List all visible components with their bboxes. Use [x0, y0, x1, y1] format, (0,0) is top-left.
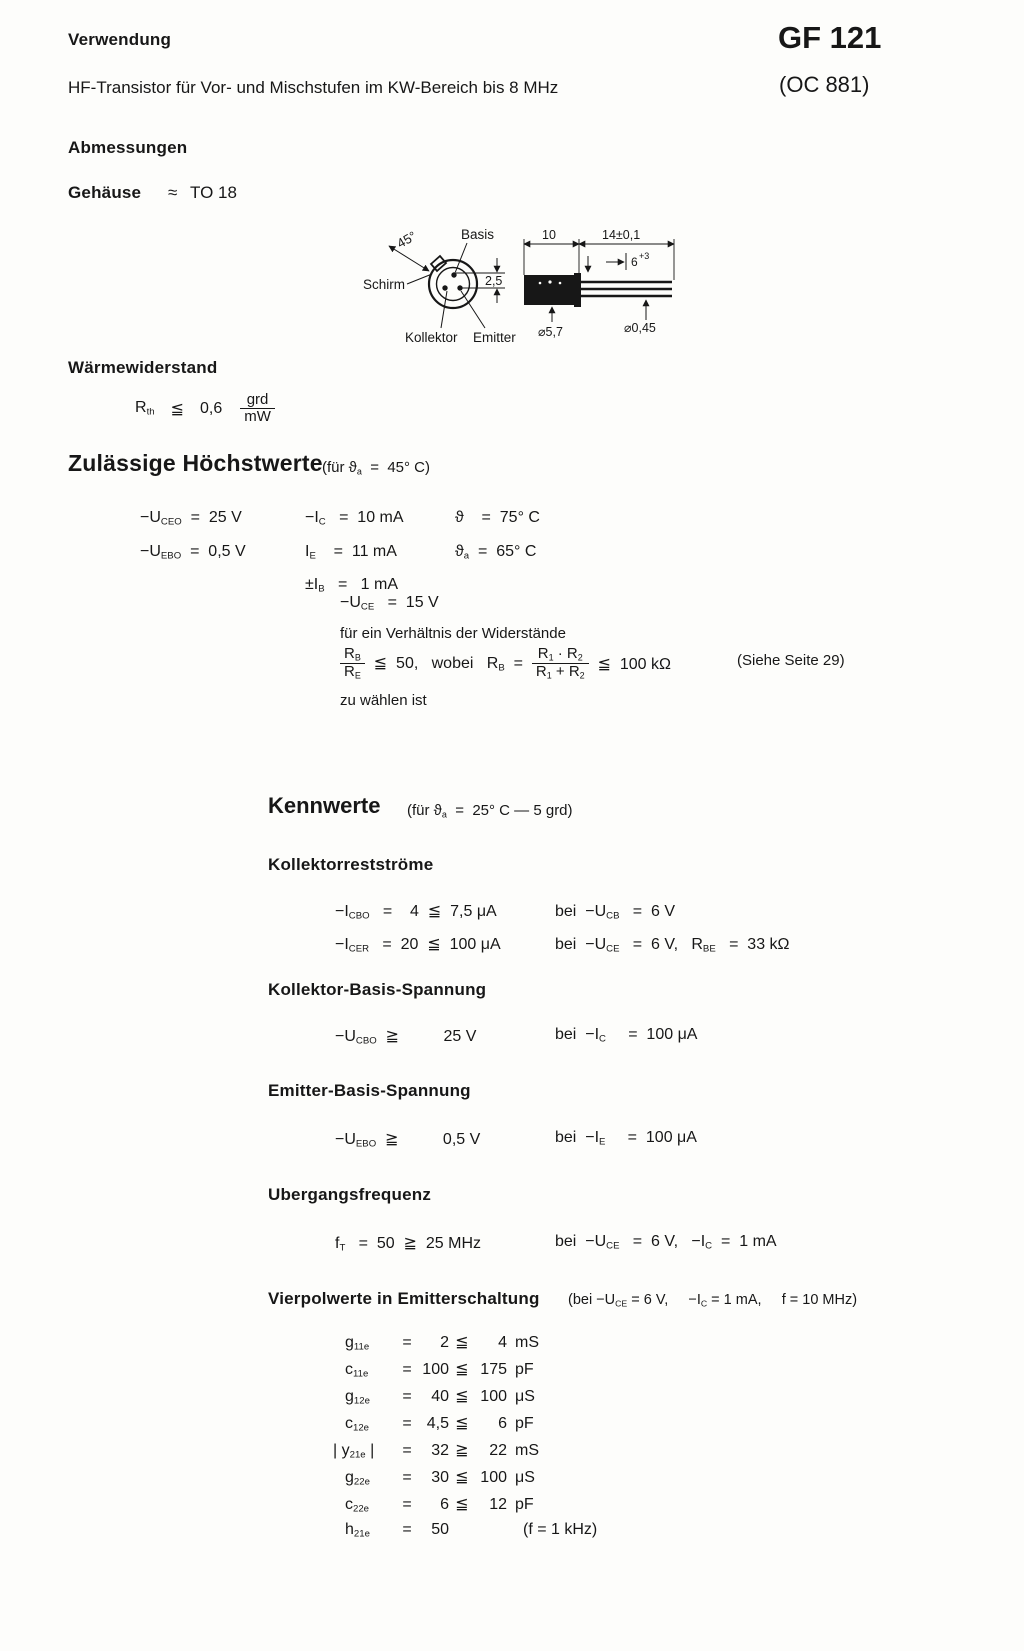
param-value1: 100: [422, 1361, 449, 1378]
approx-symbol: ≈: [167, 183, 178, 202]
angle-dim-line: [389, 246, 429, 271]
heading-vierpolwerte: Vierpolwerte in Emitterschaltung: [268, 1289, 540, 1308]
r1r2-numerator: $R_1 \cdot R_2$: [537, 645, 583, 663]
part-number: GF 121: [778, 20, 882, 55]
section-heading-waermewiderstand: Wärmewiderstand: [68, 358, 218, 377]
rating-ie: $I_E$ = 11 mA: [305, 542, 397, 562]
basis-label: Basis: [461, 227, 495, 242]
emitter-label: Emitter: [473, 330, 516, 345]
param-value2: 4: [498, 1334, 507, 1351]
param-value2: 6: [498, 1415, 507, 1432]
angle-dim-label: 45°: [394, 228, 419, 251]
schirm-label: Schirm: [363, 277, 406, 292]
param-equals: =: [402, 1415, 412, 1432]
param-unit: pF: [515, 1361, 534, 1378]
section-heading-abmessungen: Abmessungen: [68, 138, 188, 157]
param-value1: 30: [431, 1469, 449, 1486]
case-inner-outline: [437, 268, 470, 301]
pitch-label: 2,5: [485, 274, 503, 288]
uebo-condition: bei $-I_E$ = 100 μA: [555, 1129, 697, 1148]
section-heading-kennwerte: Kennwerte: [268, 793, 381, 818]
table-row-h21e: [345, 1521, 598, 1548]
body-len-label: 10: [542, 228, 556, 242]
icbo-row: [335, 898, 790, 931]
offset-label: 6: [631, 255, 638, 269]
param-symbol: $h_{21e}$: [345, 1521, 370, 1540]
param-relation: ≦: [455, 1496, 469, 1513]
icer-condition: bei $-U_{CE} = 6$ V, $R_{BE} = 33$ kΩ: [555, 935, 790, 955]
param-relation: ≦: [455, 1415, 469, 1432]
ft-value: $f_T = 50$ ≧ 25 MHz: [335, 1235, 482, 1254]
table-row-c22e: [345, 1494, 539, 1521]
heading-kollektor-basis-spannung: Kollektor-Basis-Spannung: [268, 980, 487, 999]
lead-dia-label: ⌀0,45: [624, 321, 656, 335]
param-symbol: $c_{11e}$: [345, 1361, 369, 1380]
table-row-y21e: [333, 1440, 539, 1467]
param-value2: 12: [489, 1496, 507, 1513]
rb-symbol: $R_B$: [344, 645, 361, 663]
param-relation: ≦: [455, 1334, 469, 1351]
param-value2: 175: [480, 1361, 507, 1378]
thermal-relation: ≦: [170, 400, 184, 418]
param-equals: =: [402, 1388, 412, 1405]
param-value1: 32: [431, 1442, 449, 1459]
leakage-current-rows: [335, 898, 790, 963]
ucbo-row: [335, 1026, 697, 1047]
rating-tj: ϑ = 75° C: [455, 509, 540, 526]
table-row-g12e: [345, 1386, 539, 1413]
table-row-g22e: [345, 1467, 539, 1494]
icer-row: [335, 931, 790, 964]
uce-limit-line: $-U_{CE} = 15$ V: [340, 594, 439, 613]
case-marking-dot3: [559, 282, 562, 285]
ft-row: [335, 1233, 777, 1254]
heading-emitter-basis-spannung: Emitter-Basis-Spannung: [268, 1081, 471, 1100]
table-row-g11e: [345, 1332, 539, 1359]
heading-kollektorrestströme: Kollektorrestströme: [268, 855, 434, 874]
param-symbol: $g_{11e}$: [345, 1334, 370, 1353]
vierpol-condition: ($bei -U_{CE} = 6$ V, $-I_C = 1$ mA, f = 10 MHz): [568, 1292, 858, 1309]
param-relation: ≦: [455, 1361, 469, 1378]
param-symbol: $c_{22e}$: [345, 1496, 370, 1515]
param-symbol: | $y_{21e}$ |: [333, 1442, 375, 1461]
param-unit: mS: [515, 1442, 539, 1459]
part-description: HF-Transistor für Vor- und Mischstufen im KW-Bereich bis 8 MHz: [68, 78, 559, 97]
param-value1: 2: [440, 1334, 449, 1351]
icbo-condition: bei $-U_{CB} = 6$ V: [555, 903, 676, 922]
rating-ic: $-I_C = 10$ mA: [305, 509, 404, 528]
section-heading-hoechstwerte: Zulässige Höchstwerte: [68, 450, 323, 476]
thermal-resistance-formula: [135, 392, 275, 425]
param-unit: μS: [515, 1388, 535, 1405]
case-marking-dot2: [548, 280, 551, 283]
param-unit: μS: [515, 1469, 535, 1486]
basis-leader: [455, 243, 467, 273]
param-value2: 22: [489, 1442, 507, 1459]
param-unit: pF: [515, 1496, 534, 1513]
pin-emitter: [457, 285, 462, 290]
ratio-outro-line: zu wählen ist: [340, 692, 427, 709]
thermal-value: 0,6: [199, 399, 223, 417]
param-value1: 50: [431, 1521, 449, 1538]
param-relation: ≧: [455, 1442, 469, 1459]
param-value1: 6: [440, 1496, 449, 1513]
see-page-note: (Siehe Seite 29): [737, 652, 845, 669]
icer-value: $-I_{CER} = 20$ ≦ 100 μA: [335, 935, 501, 955]
param-value2: 100: [480, 1469, 507, 1486]
case-value: TO 18: [190, 183, 237, 202]
ft-condition: bei $-U_{CE} = 6$ V, $-I_C = 1$ mA: [555, 1233, 777, 1252]
param-relation: ≦: [455, 1388, 469, 1405]
four-pole-parameter-table: [333, 1332, 598, 1548]
uebo-value: $-U_{EBO}$ ≧ 0,5 V: [335, 1131, 481, 1150]
pinout-drawing: [363, 222, 525, 346]
ratio-mid-expression: ≦ 50, wobei $R_B$ =: [364, 655, 532, 675]
thermal-unit-denominator: mW: [240, 408, 275, 425]
case-marking-dot1: [539, 282, 542, 285]
param-equals: =: [402, 1469, 412, 1486]
body-dia-label: ⌀5,7: [538, 325, 563, 339]
rating-ta: $ϑ_a = 65^\circ$ C: [455, 542, 537, 562]
hoechstwerte-condition: (für $ϑ_a = 45^\circ$ C): [322, 459, 430, 477]
case-label: Gehäuse: [68, 183, 142, 202]
param-value1: 40: [431, 1388, 449, 1405]
param-equals: =: [402, 1521, 412, 1538]
r1r2-denominator: $R_1 + R_2$: [532, 663, 589, 681]
ratio-tail: ≦ 100 kΩ: [588, 655, 671, 673]
re-symbol: $R_E$: [340, 663, 365, 681]
param-value2: 100: [480, 1388, 507, 1405]
kollektor-label: Kollektor: [405, 330, 458, 345]
heading-uebergangsfrequenz: Ubergangsfrequenz: [268, 1185, 432, 1204]
param-symbol: $c_{12e}$: [345, 1415, 370, 1434]
param-unit: pF: [515, 1415, 534, 1432]
param-equals: =: [402, 1361, 412, 1378]
rating-empty-2: [455, 570, 540, 604]
resistor-ratio-formula: [340, 646, 671, 681]
param-value1: 4,5: [426, 1415, 449, 1432]
ucbo-condition: bei $-I_C$ = 100 μA: [555, 1026, 698, 1045]
section-heading-verwendung: Verwendung: [68, 30, 172, 49]
param-unit: mS: [515, 1334, 539, 1351]
case-collar: [574, 273, 581, 307]
r1-r2-fraction: [532, 646, 589, 681]
offset-tolerance-label: +3: [639, 251, 650, 261]
thermal-unit-fraction: [240, 392, 275, 425]
pin-kollektor: [442, 285, 447, 290]
side-view-drawing: [512, 222, 684, 346]
kennwerte-condition: (für $ϑ_a = 25^\circ$ C — 5 grd): [407, 802, 573, 820]
thermal-unit-numerator: grd: [246, 391, 269, 408]
case-body: [524, 275, 576, 305]
param-note: (f = 1 kHz): [523, 1521, 598, 1538]
table-row-c11e: [345, 1359, 539, 1386]
param-symbol: $g_{22e}$: [345, 1469, 370, 1488]
ucbo-value: $-U_{CBO}$ ≧ 25 V: [335, 1028, 477, 1047]
lead-len-label: 14±0,1: [602, 228, 641, 242]
param-equals: =: [402, 1334, 412, 1351]
rating-empty-1: [140, 570, 305, 604]
ratio-intro-line: für ein Verhältnis der Widerstände: [340, 625, 566, 642]
rating-uceo: $-U_{CEO} = 25$ V: [140, 509, 242, 528]
pin-basis: [451, 272, 456, 277]
param-equals: =: [402, 1496, 412, 1513]
thermal-symbol: $R_{th}$: [135, 399, 155, 419]
param-relation: ≦: [455, 1469, 469, 1486]
alt-part-number: (OC 881): [779, 72, 870, 97]
param-symbol: $g_{12e}$: [345, 1388, 370, 1407]
rb-re-fraction: [340, 646, 365, 681]
icbo-value: $-I_{CBO}$ = 4 ≦ 7,5 μA: [335, 903, 497, 922]
max-ratings-table: [140, 503, 540, 604]
rating-ib: $\pm I_B = 1$ mA: [305, 576, 398, 596]
table-row-c12e: [345, 1413, 539, 1440]
uebo-row: [335, 1129, 697, 1150]
param-equals: =: [402, 1442, 412, 1459]
rating-uebo: $-U_{EBO} = 0,5$ V: [140, 542, 246, 562]
